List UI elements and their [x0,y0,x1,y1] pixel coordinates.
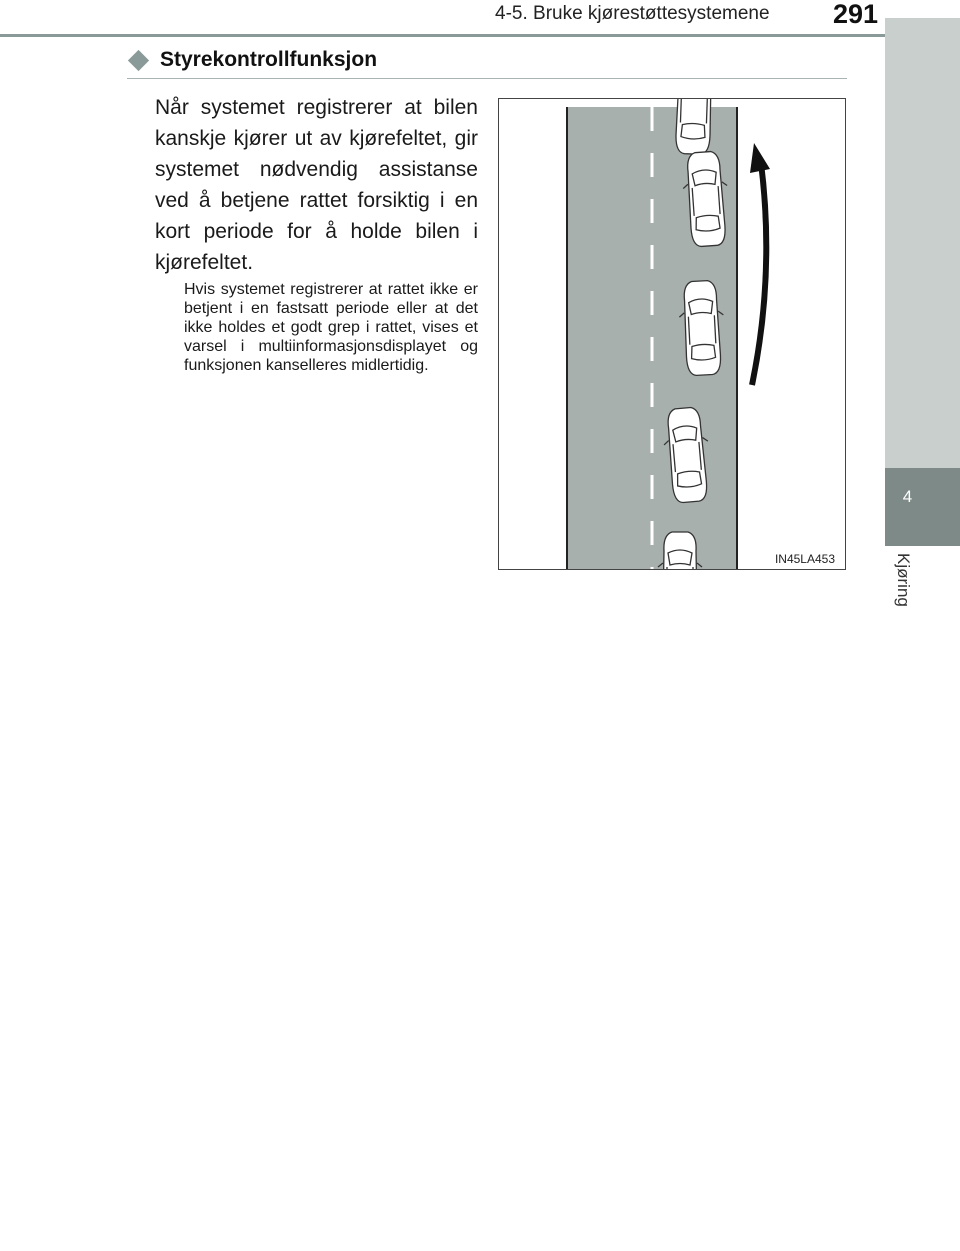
lane-assist-illustration [498,98,846,570]
header-divider [0,34,885,37]
note-paragraph: Hvis systemet registrerer at rattet ikke er betjent i en fastsatt periode eller at det ikke holdes et godt grep i rattet, vises et varsel i multiinformasjonsdisplayet og funksjonen kanselleres midlertidig. [184,281,478,374]
chapter-label: Kjøring [894,553,913,607]
page-number: 291 [833,0,879,29]
section-title: Styrekontrollfunksjon [160,48,378,71]
chapter-tab[interactable] [885,468,960,546]
section-heading [127,44,377,76]
figure-code: IN45LA453 [774,552,835,566]
road-illustration [499,99,845,569]
side-strip [885,0,960,468]
header-section-title: 4-5. Bruke kjørestøttesystemene [495,3,770,24]
body-paragraph: Når systemet registrerer at bilen kanskje kjører ut av kjørefeltet, gir systemet nødvendig assistanse ved å betjene rattet forsiktig i en kort periode for å holde bilen i kjørefeltet. [155,96,478,274]
steering-arrow-head [750,143,770,173]
steering-arrow-shaft [752,163,766,385]
side-strip-top [885,0,960,18]
chapter-number: 4 [902,487,913,506]
diamond-bullet-icon [128,49,149,70]
section-divider [127,78,847,79]
